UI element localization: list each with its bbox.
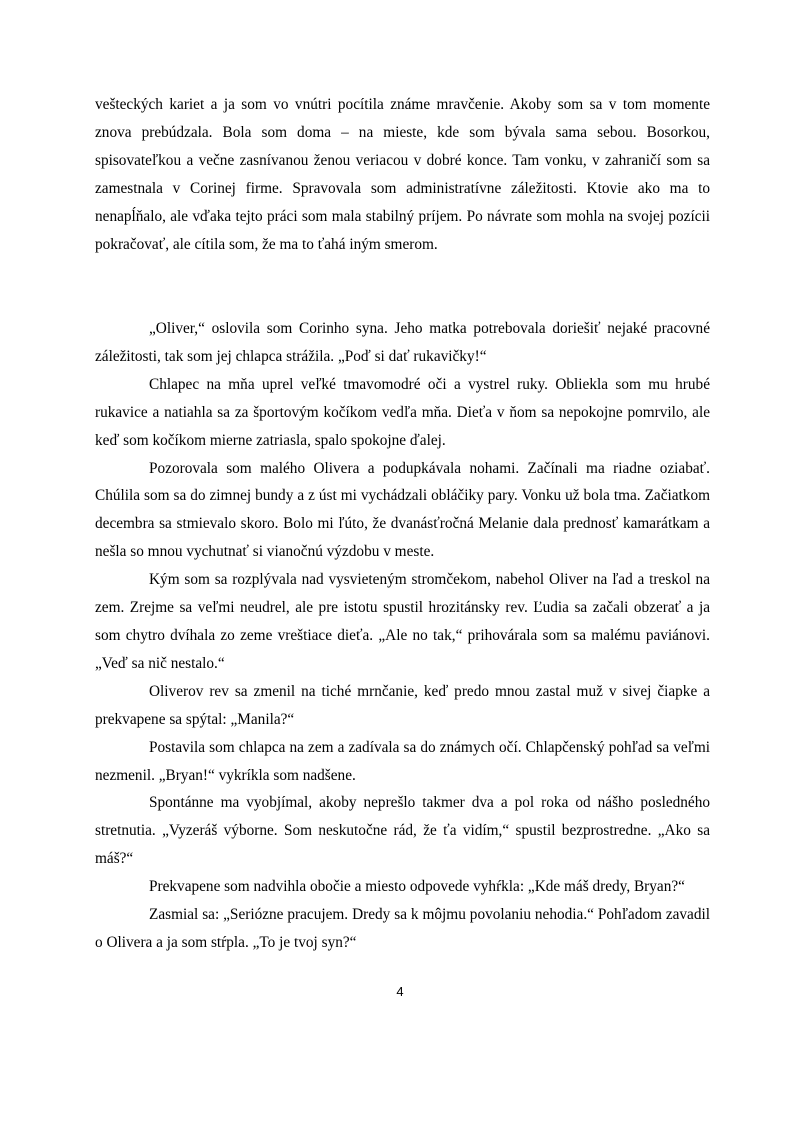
paragraph: Kým som sa rozplývala nad vysvieteným stromčekom, nabehol Oliver na ľad a treskol na zem. Zrejme sa veľmi neudrel, ale pre istotu spustil hrozitánsky rev. Ľudia sa začali obzerať a ja som chytro dvíhala zo zeme vreštiace dieťa. „Ale no tak,“ prihovárala som sa malému paviánovi. „Veď sa nič nestalo.“ [95, 571, 710, 672]
paragraph: „Oliver,“ oslovila som Corinho syna. Jeho matka potrebovala doriešiť nejaké pracovné záležitosti, tak som jej chlapca strážila. „Poď si dať rukavičky!“ [95, 320, 710, 365]
paragraph: Spontánne ma vyobjímal, akoby neprešlo takmer dva a pol roka od nášho posledného stretnutia. „Vyzeráš výborne. Som neskutočne rád, že ťa vidím,“ spustil bezprostredne. „Ako sa máš?“ [95, 794, 710, 868]
paragraph: Chlapec na mňa uprel veľké tmavomodré oči a vystrel ruky. Obliekla som mu hrubé rukavice a natiahla sa za športovým kočíkom vedľa mňa. Dieťa v ňom sa nepokojne pomrvilo, ale keď som kočíkom mierne zatriasla, spalo spokojne ďalej. [95, 375, 710, 449]
paragraph: Postavila som chlapca na zem a zadívala sa do známych očí. Chlapčenský pohľad sa veľmi nezmenil. „Bryan!“ vykríkla som nadšene. [95, 738, 710, 784]
story-paragraph-block [95, 315, 710, 957]
page-number: 4 [396, 984, 404, 999]
paragraph: Prekvapene som nadvihla obočie a miesto odpovede vyhŕkla: „Kde máš dredy, Bryan?“ [149, 878, 685, 896]
paragraph: Pozorovala som malého Olivera a podupkávala nohami. Začínali ma riadne oziabať. Chúlila som sa do zimnej bundy a z úst mi vychádzali obláčiky pary. Vonku už bola tma. Začiatkom decembra sa stmievalo skoro. Bolo mi ľúto, že dvanásťročná Melanie dala prednosť kamarátkam a nešla so mnou vychutnať si vianočnú výzdobu v meste. [95, 459, 710, 561]
paragraph: Oliverov rev sa zmenil na tiché mrnčanie, keď predo mnou zastal muž v sivej čiapke a prekvapene sa spýtal: „Manila?“ [95, 682, 710, 728]
opening-paragraph-block [95, 91, 710, 258]
paragraph: vešteckých kariet a ja som vo vnútri pocítila známe mravčenie. Akoby som sa v tom momente znova prebúdzala. Bola som doma – na mieste, kde som bývala sama sebou. Bosorkou, spisovateľkou a večne zasnívanou ženou veriacou v dobré konce. Tam vonku, v zahraničí som sa zamestnala v Corinej firme. Spravovala som administratívne záležitosti. Ktovie ako ma to nenapĺňalo, ale vďaka tejto práci som mala stabilný príjem. Po návrate som mohla na svojej pozícii pokračovať, ale cítila som, že ma to ťahá iným smerom. [95, 96, 710, 253]
paragraph: Zasmial sa: „Seriózne pracujem. Dredy sa k môjmu povolaniu nehodia.“ Pohľadom zavadil o Olivera a ja som stŕpla. „To je tvoj syn?“ [95, 906, 710, 951]
